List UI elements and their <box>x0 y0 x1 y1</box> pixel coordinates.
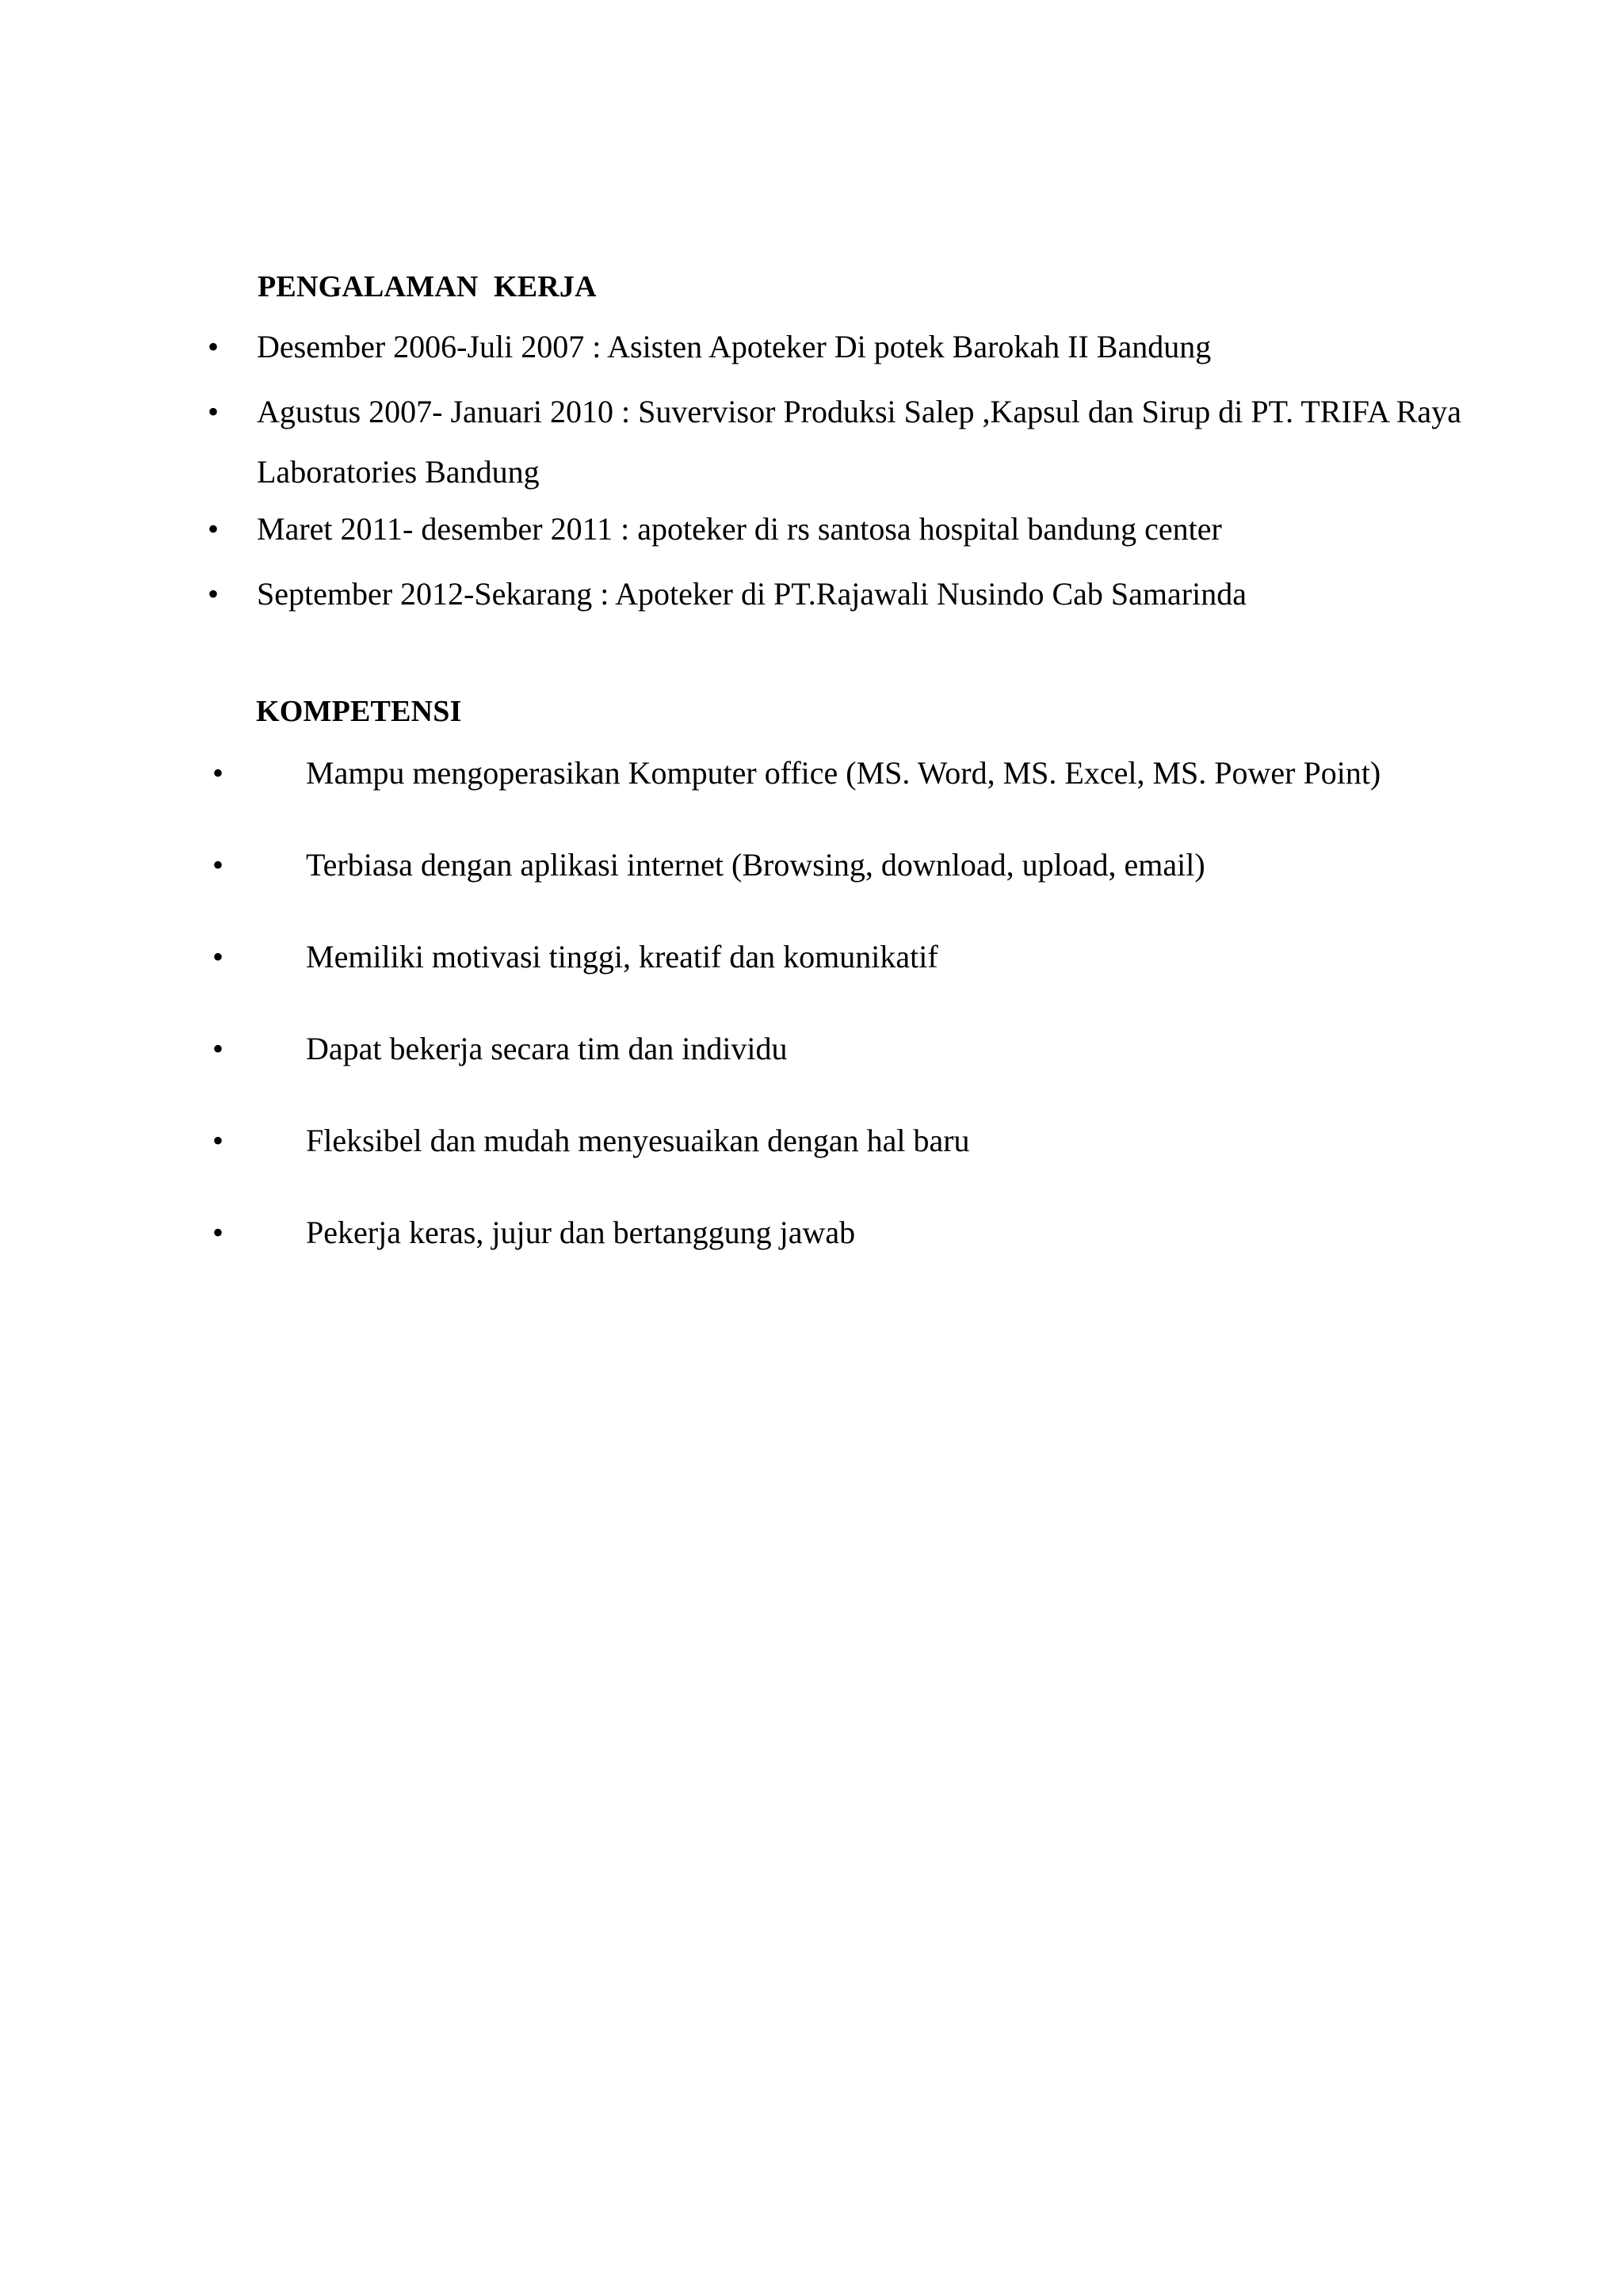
experience-item-text: Desember 2006-Juli 2007 : Asisten Apoteker Di potek Barokah II Bandung <box>257 329 1212 364</box>
bullet-icon: • <box>212 847 224 883</box>
bullet-icon: • <box>208 576 220 612</box>
bullet-icon: • <box>212 1123 224 1158</box>
bullet-icon: • <box>208 394 220 429</box>
competence-item-text: Mampu mengoperasikan Komputer office (MS. Word, MS. Excel, MS. Power Point) <box>306 755 1381 791</box>
experience-item-text: Agustus 2007- Januari 2010 : Suvervisor Produksi Salep ,Kapsul dan Sirup di PT. TRIFA Raya Laboratories Bandung <box>257 394 1461 490</box>
bullet-icon: • <box>208 329 220 364</box>
competence-item-text: Terbiasa dengan aplikasi internet (Browsing, download, upload, email) <box>306 847 1205 883</box>
experience-item-text: September 2012-Sekarang : Apoteker di PT.Rajawali Nusindo Cab Samarinda <box>257 576 1247 612</box>
bullet-icon: • <box>212 1215 224 1250</box>
section-heading-experience: PENGALAMAN KERJA <box>258 270 597 303</box>
competence-item-text: Fleksibel dan mudah menyesuaikan dengan hal baru <box>306 1123 970 1158</box>
competence-item-text: Dapat bekerja secara tim dan individu <box>306 1031 788 1066</box>
experience-item-text: Maret 2011- desember 2011 : apoteker di rs santosa hospital bandung center <box>257 511 1222 547</box>
bullet-icon: • <box>208 511 220 547</box>
bullet-icon: • <box>212 939 224 974</box>
bullet-icon: • <box>212 755 224 791</box>
bullet-icon: • <box>212 1031 224 1066</box>
section-heading-competence: KOMPETENSI <box>256 695 462 728</box>
competence-item-text: Memiliki motivasi tinggi, kreatif dan komunikatif <box>306 939 938 974</box>
competence-item-text: Pekerja keras, jujur dan bertanggung jawab <box>306 1215 856 1250</box>
